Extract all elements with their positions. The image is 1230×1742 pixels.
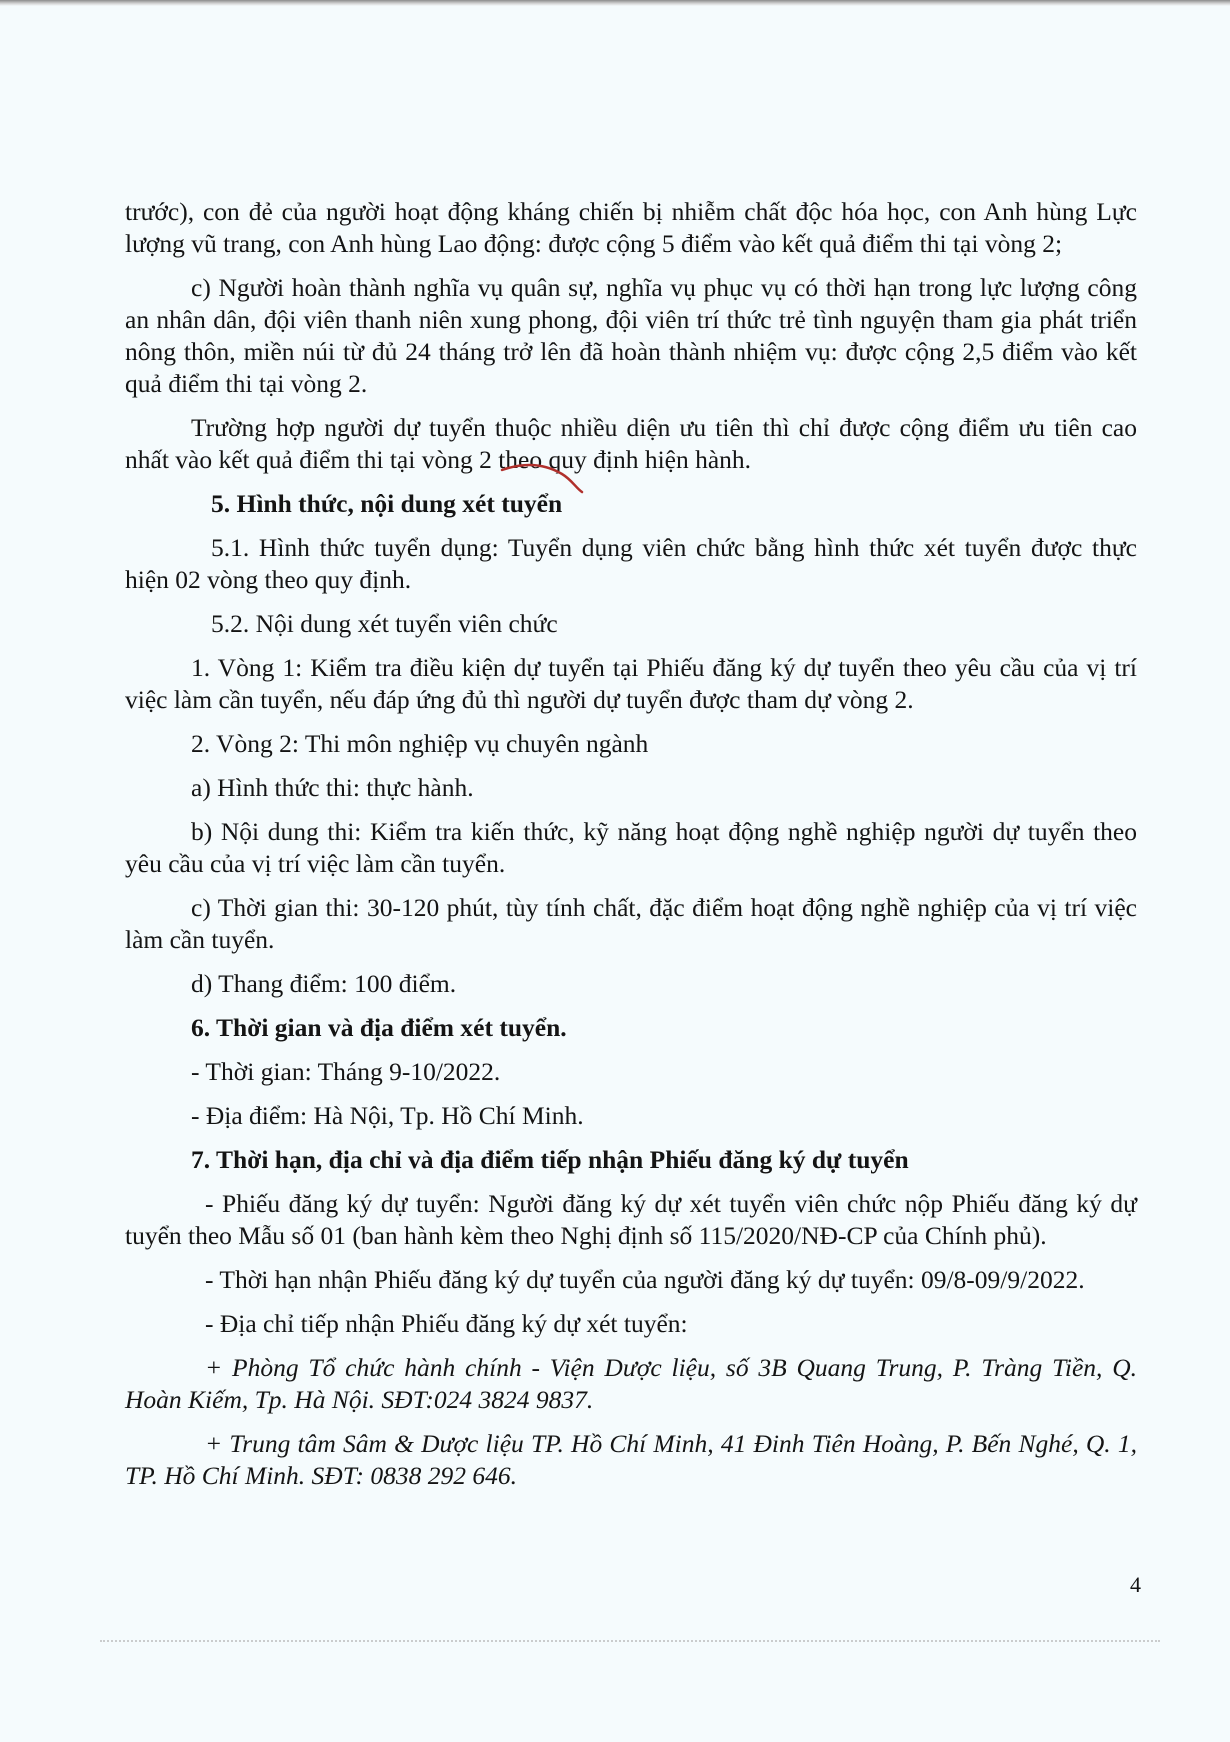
paragraph-registration-deadline: - Thời hạn nhận Phiếu đăng ký dự tuyển của người đăng ký dự tuyển: 09/8-09/9/2022.: [205, 1265, 1085, 1294]
paragraph-registration-address: - Địa chỉ tiếp nhận Phiếu đăng ký dự xét tuyển:: [205, 1309, 688, 1338]
paragraph-round-2: 2. Vòng 2: Thi môn nghiệp vụ chuyên ngành: [191, 729, 649, 758]
paragraph-5-1: 5.1. Hình thức tuyển dụng: Tuyển dụng viên chức bằng hình thức xét tuyển được thực hiện 02 vòng theo quy định.: [125, 533, 1137, 594]
paragraph-exam-format: a) Hình thức thi: thực hành.: [191, 773, 474, 802]
scan-dots: [100, 1640, 1160, 1644]
paragraph-exam-time: c) Thời gian thi: 30-120 phút, tùy tính chất, đặc điểm hoạt động nghề nghiệp của vị trí việc làm cần tuyển.: [125, 893, 1137, 954]
document-body: [125, 196, 1137, 1504]
address-hanoi: + Phòng Tổ chức hành chính - Viện Dược liệu, số 3B Quang Trung, P. Tràng Tiền, Q. Hoàn Kiếm, Tp. Hà Nội. SĐT:024 3824 9837.: [125, 1353, 1137, 1414]
section-heading-5: 5. Hình thức, nội dung xét tuyển: [211, 489, 563, 518]
address-hcmc: + Trung tâm Sâm & Dược liệu TP. Hồ Chí Minh, 41 Đinh Tiên Hoàng, P. Bến Nghé, Q. 1, TP. Hồ Chí Minh. SĐT: 0838 292 646.: [125, 1429, 1137, 1490]
paragraph-round-1: 1. Vòng 1: Kiểm tra điều kiện dự tuyển tại Phiếu đăng ký dự tuyển theo yêu cầu của vị trí việc làm cần tuyển, nếu đáp ứng đủ thì người dự tuyển được tham dự vòng 2.: [125, 653, 1137, 714]
paragraph-exam-content: b) Nội dung thi: Kiểm tra kiến thức, kỹ năng hoạt động nghề nghiệp người dự tuyển theo yêu cầu của vị trí việc làm cần tuyển.: [125, 817, 1137, 878]
paragraph-priority-multiple: Trường hợp người dự tuyển thuộc nhiều diện ưu tiên thì chỉ được cộng điểm ưu tiên cao nhất vào kết quả điểm thi tại vòng 2 theo quy định hiện hành.: [125, 413, 1137, 474]
paragraph-registration-form: - Phiếu đăng ký dự tuyển: Người đăng ký dự xét tuyển viên chức nộp Phiếu đăng ký dự tuyển theo Mẫu số 01 (ban hành kèm theo Nghị định số 115/2020/NĐ-CP của Chính phủ).: [125, 1189, 1137, 1250]
paragraph-priority-c: c) Người hoàn thành nghĩa vụ quân sự, nghĩa vụ phục vụ có thời hạn trong lực lượng công an nhân dân, đội viên thanh niên xung phong, đội viên trí thức trẻ tình nguyện tham gia phát triển nông thôn, miền núi từ đủ 24 tháng trở lên đã hoàn thành nhiệm vụ: được cộng 2,5 điểm vào kết quả điểm thi tại vòng 2.: [125, 273, 1137, 398]
section-heading-7: 7. Thời hạn, địa chỉ và địa điểm tiếp nhận Phiếu đăng ký dự tuyển: [191, 1145, 909, 1174]
section-heading-6: 6. Thời gian và địa điểm xét tuyển.: [191, 1013, 567, 1042]
paragraph-5-2: 5.2. Nội dung xét tuyển viên chức: [211, 609, 558, 638]
page-number: 4: [1130, 1572, 1141, 1597]
paragraph-time: - Thời gian: Tháng 9-10/2022.: [191, 1057, 501, 1086]
pen-mark: [500, 458, 600, 498]
paragraph-priority-continued: trước), con đẻ của người hoạt động kháng chiến bị nhiễm chất độc hóa học, con Anh hùng Lực lượng vũ trang, con Anh hùng Lao động: được cộng 5 điểm vào kết quả điểm thi tại vòng 2;: [125, 197, 1137, 258]
scan-edge: [0, 0, 1230, 6]
paragraph-exam-scale: d) Thang điểm: 100 điểm.: [191, 969, 457, 998]
paragraph-location: - Địa điểm: Hà Nội, Tp. Hồ Chí Minh.: [191, 1101, 584, 1130]
